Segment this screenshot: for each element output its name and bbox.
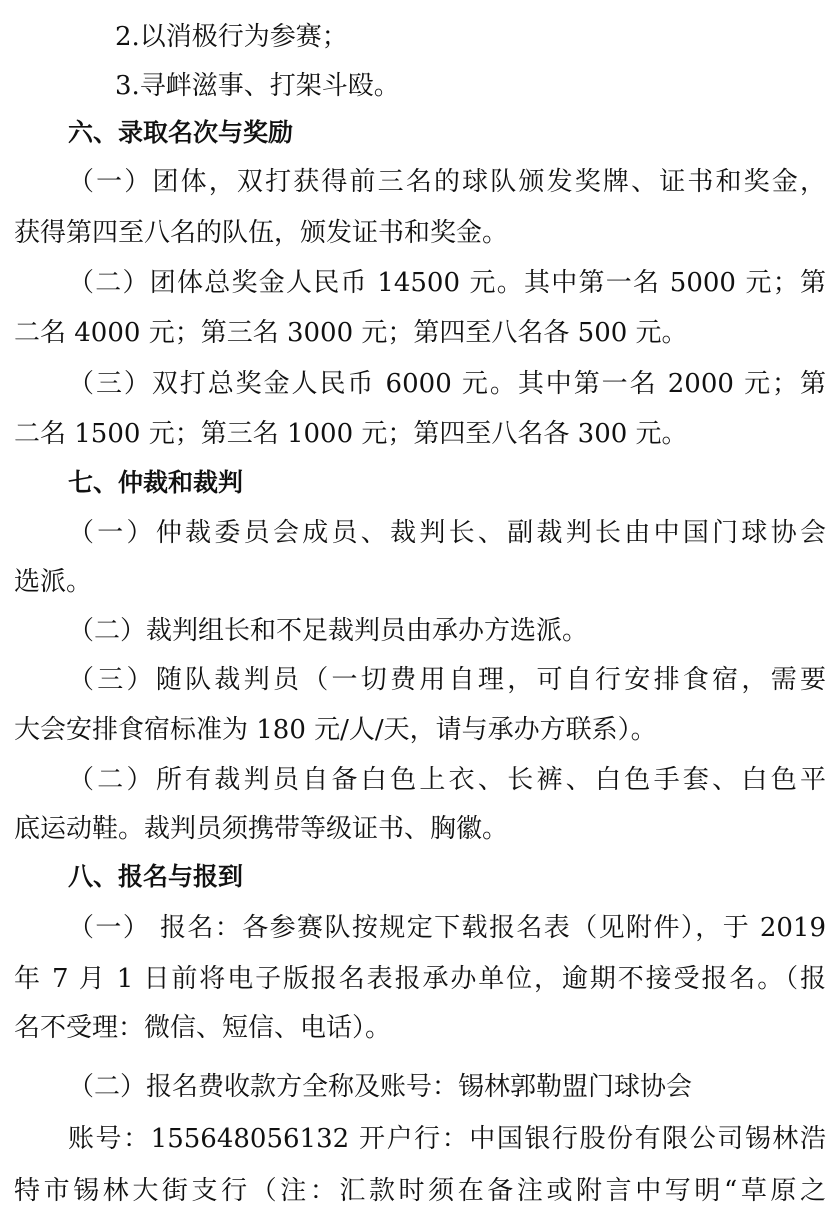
paragraph-line: 底运动鞋。裁判员须携带等级证书、胸徽。	[14, 814, 509, 844]
paragraph-line: 选派。	[14, 567, 93, 597]
paragraph-line: （一）仲裁委员会成员、裁判长、副裁判长由中国门球协会	[68, 518, 826, 548]
paragraph-line: 获得第四至八名的队伍，颁发证书和奖金。	[14, 218, 509, 248]
paragraph-line: 名不受理：微信、短信、电话）。	[14, 1013, 392, 1043]
paragraph-line: 二名 1500 元；第三名 1000 元；第四至八名各 300 元。	[14, 419, 688, 449]
list-item: 2.以消极行为参赛；	[115, 22, 348, 52]
paragraph-line: （二）所有裁判员自备白色上衣、长裤、白色手套、白色平	[68, 765, 826, 795]
paragraph-line: （二）报名费收款方全称及账号：锡林郭勒盟门球协会	[68, 1072, 693, 1102]
list-item: 3.寻衅滋事、打架斗殴。	[115, 71, 400, 101]
paragraph-line: 大会安排食宿标准为 180 元/人/天，请与承办方联系）。	[14, 715, 657, 745]
paragraph-line: （一）团体，双打获得前三名的球队颁发奖牌、证书和奖金，	[68, 167, 826, 197]
paragraph-line: （三）随队裁判员（一切费用自理，可自行安排食宿，需要	[68, 665, 826, 695]
paragraph-line: 年 7 月 1 日前将电子版报名表报承办单位，逾期不接受报名。（报	[14, 964, 826, 994]
paragraph-line: 账号：155648056132 开户行：中国银行股份有限公司锡林浩	[68, 1124, 826, 1154]
paragraph-line: 二名 4000 元；第三名 3000 元；第四至八名各 500 元。	[14, 318, 688, 348]
section-heading-6: 六、录取名次与奖励	[68, 118, 294, 147]
paragraph-line: 特市锡林大街支行（注：汇款时须在备注或附言中写明“草原之	[14, 1176, 826, 1206]
section-heading-7: 七、仲裁和裁判	[68, 468, 244, 497]
section-heading-8: 八、报名与报到	[68, 862, 244, 891]
paragraph-line: （三）双打总奖金人民币 6000 元。其中第一名 2000 元；第	[68, 369, 826, 399]
paragraph-line: （一） 报名：各参赛队按规定下载报名表（见附件），于 2019	[68, 913, 826, 943]
paragraph-line: （二）裁判组长和不足裁判员由承办方选派。	[68, 616, 589, 646]
paragraph-line: （二）团体总奖金人民币 14500 元。其中第一名 5000 元；第	[68, 268, 826, 298]
